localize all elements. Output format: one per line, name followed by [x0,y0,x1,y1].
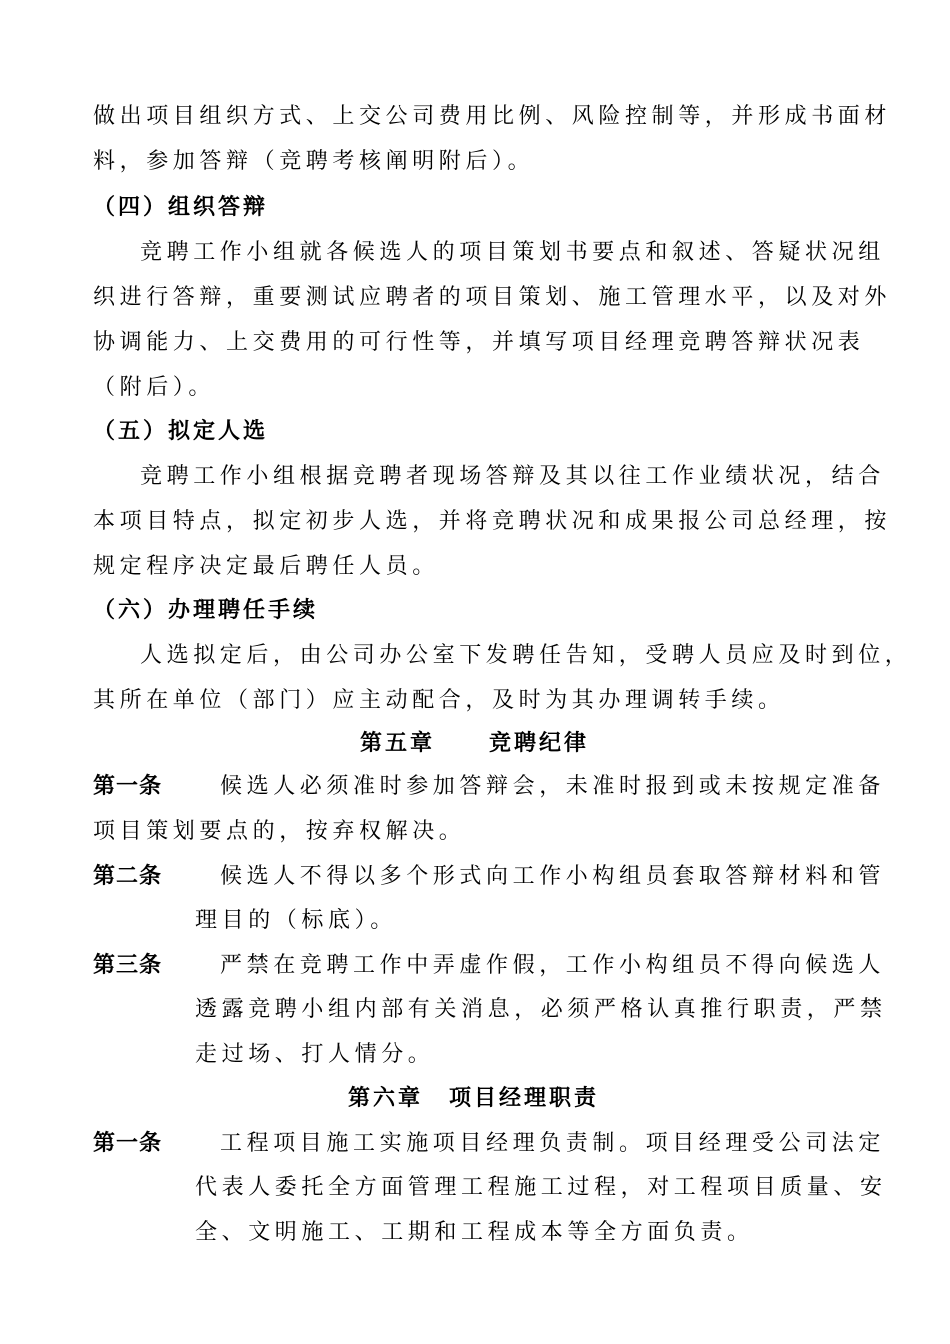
chapter-6-title: 项目经理职责 [449,1086,600,1111]
paragraph-line: 人选拟定后，由公司办公室下发聘任告知，受聘人员应及时到位， [140,643,912,668]
article-line: 候选人不得以多个形式向工作小构组员套取答辩材料和管 [220,864,886,889]
section-heading-4: （四）组织答辩 [93,195,269,220]
section-heading-5: （五）拟定人选 [93,419,269,444]
article-line: 理目的（标底）。 [195,908,397,933]
article-line: 透露竞聘小组内部有关消息，必须严格认真推行职责，严禁 [195,997,887,1022]
article-label: 第三条 [93,953,163,978]
article-line: 项目策划要点的，按弃权解决。 [93,819,466,844]
chapter-6-number: 第六章 [348,1086,424,1111]
paragraph-line: 本项目特点，拟定初步人选，并将竞聘状况和成果报公司总经理，按 [93,509,892,534]
paragraph-line: 规定程序决定最后聘任人员。 [93,554,439,579]
article-line: 代表人委托全方面管理工程施工过程，对工程项目质量、安 [195,1175,887,1200]
chapter-5-number: 第五章 [360,731,436,756]
chapter-5-title: 竞聘纪律 [489,731,590,756]
article-label: 第二条 [93,864,163,889]
paragraph-line: 做出项目组织方式、上交公司费用比例、风险控制等，并形成书面材 [93,104,892,129]
article-line: 全、文明施工、工期和工程成本等全方面负责。 [195,1220,754,1245]
article-label: 第一条 [93,774,163,799]
article-line: 工程项目施工实施项目经理负责制。项目经理受公司法定 [220,1131,886,1156]
article-line: 走过场、打人情分。 [195,1042,435,1067]
paragraph-line: 织进行答辩，重要测试应聘者的项目策划、施工管理水平，以及对外 [93,285,892,310]
paragraph-line: 其所在单位（部门）应主动配合，及时为其办理调转手续。 [93,688,785,713]
paragraph-line: 协调能力、上交费用的可行性等，并填写项目经理竞聘答辩状况表 [93,330,865,355]
article-label: 第一条 [93,1131,163,1156]
article-line: 严禁在竞聘工作中弄虚作假，工作小构组员不得向候选人 [220,953,886,978]
section-heading-6: （六）办理聘任手续 [93,598,319,623]
paragraph-line: 竞聘工作小组根据竞聘者现场答辩及其以往工作业绩状况，结合 [140,464,885,489]
paragraph-line: 料，参加答辩（竞聘考核阐明附后）。 [93,149,535,174]
article-line: 候选人必须准时参加答辩会，未准时报到或未按规定准备 [220,774,886,799]
paragraph-line: （附后）。 [93,375,216,400]
paragraph-line: 竞聘工作小组就各候选人的项目策划书要点和叙述、答疑状况组 [140,240,885,265]
